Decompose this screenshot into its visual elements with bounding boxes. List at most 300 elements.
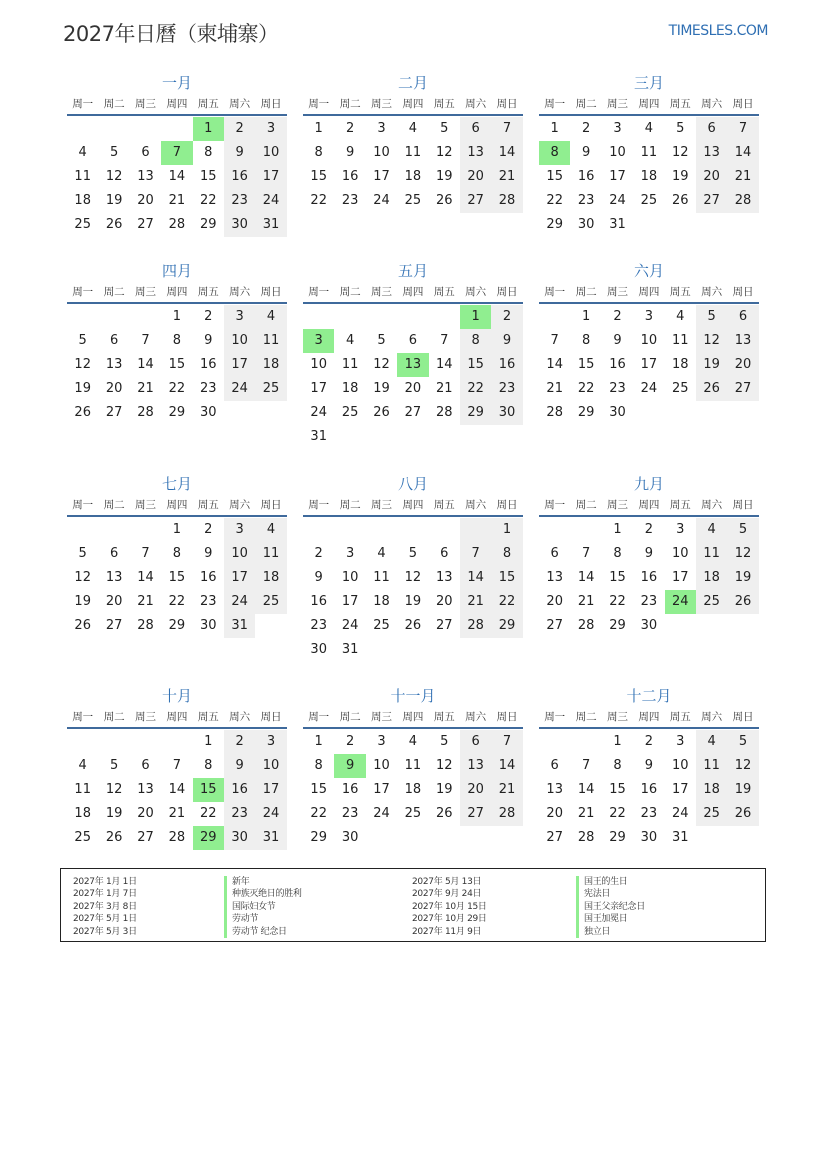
day-cell[interactable]: 26 — [105, 830, 123, 845]
day-cell[interactable]: 19 — [74, 594, 91, 609]
day-cell[interactable]: 14 — [491, 754, 522, 778]
day-cell[interactable]: 20 — [460, 165, 491, 189]
day-cell[interactable]: 25 — [255, 377, 286, 401]
day-cell[interactable]: 2 — [581, 121, 591, 136]
day-cell[interactable]: 11 — [255, 542, 286, 566]
day-cell[interactable]: 7 — [141, 333, 150, 348]
day-cell[interactable]: 26 — [696, 377, 727, 401]
day-cell[interactable]: 20 — [546, 806, 563, 821]
day-cell[interactable]: 7 — [550, 333, 559, 348]
day-cell[interactable]: 13 — [696, 141, 727, 165]
day-cell[interactable]: 13 — [105, 357, 123, 372]
day-cell[interactable]: 1 — [172, 309, 181, 324]
day-cell[interactable]: 31 — [341, 642, 359, 657]
day-cell[interactable]: 18 — [74, 193, 91, 208]
day-cell[interactable]: 8 — [314, 758, 323, 773]
day-cell[interactable]: 13 — [546, 782, 563, 797]
holiday-day-cell[interactable]: 7 — [161, 141, 192, 165]
day-cell[interactable]: 21 — [460, 590, 491, 614]
day-cell[interactable]: 23 — [224, 189, 255, 213]
day-cell[interactable]: 11 — [74, 169, 91, 184]
holiday-day-cell[interactable]: 1 — [193, 117, 224, 141]
day-cell[interactable]: 17 — [310, 381, 327, 396]
day-cell[interactable]: 20 — [727, 353, 758, 377]
day-cell[interactable]: 6 — [727, 305, 758, 329]
day-cell[interactable]: 1 — [204, 734, 213, 749]
day-cell[interactable]: 19 — [727, 778, 758, 802]
day-cell[interactable]: 30 — [199, 405, 217, 420]
day-cell[interactable]: 12 — [105, 169, 123, 184]
day-cell[interactable]: 27 — [404, 405, 422, 420]
day-cell[interactable]: 25 — [74, 217, 91, 232]
day-cell[interactable]: 4 — [644, 121, 653, 136]
day-cell[interactable]: 25 — [696, 802, 727, 826]
day-cell[interactable]: 30 — [609, 405, 626, 420]
day-cell[interactable]: 12 — [696, 329, 727, 353]
day-cell[interactable]: 11 — [404, 145, 422, 160]
day-cell[interactable]: 22 — [491, 590, 522, 614]
day-cell[interactable]: 14 — [727, 141, 758, 165]
day-cell[interactable]: 12 — [404, 570, 422, 585]
day-cell[interactable]: 12 — [74, 357, 91, 372]
day-cell[interactable]: 11 — [640, 145, 658, 160]
day-cell[interactable]: 23 — [609, 381, 626, 396]
day-cell[interactable]: 11 — [74, 782, 91, 797]
day-cell[interactable]: 28 — [491, 802, 522, 826]
day-cell[interactable]: 16 — [609, 357, 626, 372]
day-cell[interactable]: 6 — [696, 117, 727, 141]
day-cell[interactable]: 28 — [460, 614, 491, 638]
day-cell[interactable]: 25 — [404, 806, 422, 821]
day-cell[interactable]: 22 — [609, 594, 626, 609]
day-cell[interactable]: 19 — [435, 782, 453, 797]
day-cell[interactable]: 27 — [696, 189, 727, 213]
day-cell[interactable]: 27 — [137, 217, 154, 232]
day-cell[interactable]: 30 — [341, 830, 359, 845]
day-cell[interactable]: 25 — [696, 590, 727, 614]
day-cell[interactable]: 11 — [373, 570, 390, 585]
day-cell[interactable]: 2 — [204, 309, 213, 324]
day-cell[interactable]: 7 — [581, 546, 591, 561]
day-cell[interactable]: 26 — [105, 217, 123, 232]
day-cell[interactable]: 3 — [644, 309, 653, 324]
day-cell[interactable]: 10 — [671, 758, 689, 773]
day-cell[interactable]: 5 — [440, 121, 449, 136]
day-cell[interactable]: 9 — [204, 546, 213, 561]
day-cell[interactable]: 9 — [224, 754, 255, 778]
day-cell[interactable]: 22 — [199, 193, 217, 208]
day-cell[interactable]: 22 — [310, 193, 327, 208]
day-cell[interactable]: 30 — [640, 830, 658, 845]
day-cell[interactable]: 26 — [404, 618, 422, 633]
day-cell[interactable]: 8 — [314, 145, 323, 160]
day-cell[interactable]: 17 — [255, 778, 286, 802]
day-cell[interactable]: 8 — [172, 333, 181, 348]
day-cell[interactable]: 27 — [460, 189, 491, 213]
holiday-day-cell[interactable]: 13 — [397, 353, 428, 377]
day-cell[interactable]: 7 — [172, 758, 181, 773]
site-logo[interactable]: TIMESLES.COM — [668, 23, 768, 39]
day-cell[interactable]: 18 — [74, 806, 91, 821]
day-cell[interactable]: 16 — [224, 165, 255, 189]
day-cell[interactable]: 7 — [440, 333, 449, 348]
day-cell[interactable]: 26 — [727, 802, 758, 826]
day-cell[interactable]: 26 — [435, 193, 453, 208]
day-cell[interactable]: 23 — [577, 193, 595, 208]
day-cell[interactable]: 21 — [435, 381, 453, 396]
day-cell[interactable]: 13 — [137, 782, 154, 797]
day-cell[interactable]: 11 — [696, 754, 727, 778]
day-cell[interactable]: 4 — [78, 145, 87, 160]
day-cell[interactable]: 25 — [373, 618, 390, 633]
day-cell[interactable]: 8 — [581, 333, 591, 348]
day-cell[interactable]: 17 — [671, 782, 689, 797]
day-cell[interactable]: 15 — [577, 357, 595, 372]
day-cell[interactable]: 11 — [696, 542, 727, 566]
day-cell[interactable]: 8 — [491, 542, 522, 566]
day-cell[interactable]: 20 — [404, 381, 422, 396]
day-cell[interactable]: 23 — [199, 381, 217, 396]
day-cell[interactable]: 10 — [373, 758, 390, 773]
day-cell[interactable]: 15 — [168, 570, 186, 585]
day-cell[interactable]: 5 — [78, 546, 87, 561]
day-cell[interactable]: 5 — [109, 145, 119, 160]
day-cell[interactable]: 6 — [440, 546, 449, 561]
day-cell[interactable]: 7 — [141, 546, 150, 561]
day-cell[interactable]: 25 — [640, 193, 658, 208]
day-cell[interactable]: 16 — [199, 357, 217, 372]
day-cell[interactable]: 29 — [546, 217, 563, 232]
day-cell[interactable]: 19 — [435, 169, 453, 184]
day-cell[interactable]: 4 — [408, 734, 417, 749]
day-cell[interactable]: 28 — [137, 618, 154, 633]
day-cell[interactable]: 5 — [109, 758, 119, 773]
day-cell[interactable]: 28 — [137, 405, 154, 420]
day-cell[interactable]: 21 — [577, 806, 595, 821]
day-cell[interactable]: 19 — [373, 381, 390, 396]
day-cell[interactable]: 2 — [204, 522, 213, 537]
day-cell[interactable]: 3 — [676, 734, 685, 749]
day-cell[interactable]: 25 — [74, 830, 91, 845]
day-cell[interactable]: 22 — [609, 806, 626, 821]
day-cell[interactable]: 26 — [435, 806, 453, 821]
day-cell[interactable]: 1 — [550, 121, 559, 136]
day-cell[interactable]: 29 — [460, 401, 491, 425]
day-cell[interactable]: 30 — [491, 401, 522, 425]
day-cell[interactable]: 26 — [727, 590, 758, 614]
day-cell[interactable]: 2 — [314, 546, 323, 561]
day-cell[interactable]: 9 — [314, 570, 323, 585]
day-cell[interactable]: 4 — [255, 305, 286, 329]
day-cell[interactable]: 6 — [460, 730, 491, 754]
day-cell[interactable]: 1 — [491, 518, 522, 542]
day-cell[interactable]: 16 — [224, 778, 255, 802]
day-cell[interactable]: 18 — [671, 357, 689, 372]
day-cell[interactable]: 24 — [224, 590, 255, 614]
day-cell[interactable]: 5 — [377, 333, 386, 348]
day-cell[interactable]: 13 — [137, 169, 154, 184]
day-cell[interactable]: 9 — [224, 141, 255, 165]
day-cell[interactable]: 16 — [640, 570, 658, 585]
day-cell[interactable]: 6 — [109, 546, 119, 561]
day-cell[interactable]: 20 — [696, 165, 727, 189]
day-cell[interactable]: 18 — [404, 782, 422, 797]
day-cell[interactable]: 28 — [727, 189, 758, 213]
day-cell[interactable]: 4 — [676, 309, 685, 324]
day-cell[interactable]: 2 — [491, 305, 522, 329]
day-cell[interactable]: 6 — [141, 145, 150, 160]
day-cell[interactable]: 24 — [255, 802, 286, 826]
day-cell[interactable]: 11 — [671, 333, 689, 348]
day-cell[interactable]: 17 — [224, 566, 255, 590]
day-cell[interactable]: 2 — [224, 117, 255, 141]
day-cell[interactable]: 10 — [640, 333, 658, 348]
day-cell[interactable]: 29 — [609, 618, 626, 633]
day-cell[interactable]: 2 — [224, 730, 255, 754]
day-cell[interactable]: 8 — [613, 546, 622, 561]
day-cell[interactable]: 21 — [546, 381, 563, 396]
day-cell[interactable]: 15 — [491, 566, 522, 590]
day-cell[interactable]: 6 — [141, 758, 150, 773]
day-cell[interactable]: 7 — [581, 758, 591, 773]
day-cell[interactable]: 24 — [341, 618, 359, 633]
day-cell[interactable]: 8 — [204, 145, 213, 160]
day-cell[interactable]: 28 — [168, 217, 186, 232]
day-cell[interactable]: 23 — [199, 594, 217, 609]
day-cell[interactable]: 19 — [696, 353, 727, 377]
day-cell[interactable]: 15 — [199, 169, 217, 184]
holiday-day-cell[interactable]: 1 — [460, 305, 491, 329]
day-cell[interactable]: 18 — [255, 566, 286, 590]
day-cell[interactable]: 10 — [255, 141, 286, 165]
day-cell[interactable]: 31 — [255, 826, 286, 850]
day-cell[interactable]: 14 — [460, 566, 491, 590]
day-cell[interactable]: 14 — [577, 570, 595, 585]
day-cell[interactable]: 10 — [341, 570, 359, 585]
day-cell[interactable]: 13 — [105, 570, 123, 585]
holiday-day-cell[interactable]: 3 — [303, 329, 334, 353]
day-cell[interactable]: 12 — [671, 145, 689, 160]
day-cell[interactable]: 8 — [172, 546, 181, 561]
day-cell[interactable]: 9 — [644, 758, 653, 773]
day-cell[interactable]: 30 — [640, 618, 658, 633]
day-cell[interactable]: 11 — [341, 357, 359, 372]
day-cell[interactable]: 16 — [199, 570, 217, 585]
day-cell[interactable]: 18 — [341, 381, 359, 396]
day-cell[interactable]: 2 — [345, 734, 355, 749]
day-cell[interactable]: 5 — [440, 734, 449, 749]
day-cell[interactable]: 7 — [460, 542, 491, 566]
day-cell[interactable]: 31 — [310, 429, 327, 444]
holiday-day-cell[interactable]: 15 — [193, 778, 224, 802]
day-cell[interactable]: 1 — [314, 734, 323, 749]
day-cell[interactable]: 4 — [696, 730, 727, 754]
day-cell[interactable]: 3 — [613, 121, 622, 136]
day-cell[interactable]: 31 — [671, 830, 689, 845]
day-cell[interactable]: 10 — [255, 754, 286, 778]
day-cell[interactable]: 28 — [577, 618, 595, 633]
day-cell[interactable]: 30 — [224, 213, 255, 237]
day-cell[interactable]: 23 — [341, 806, 359, 821]
day-cell[interactable]: 6 — [550, 546, 559, 561]
day-cell[interactable]: 30 — [224, 826, 255, 850]
day-cell[interactable]: 5 — [408, 546, 417, 561]
day-cell[interactable]: 24 — [640, 381, 658, 396]
day-cell[interactable]: 6 — [109, 333, 119, 348]
day-cell[interactable]: 20 — [460, 778, 491, 802]
day-cell[interactable]: 12 — [74, 570, 91, 585]
day-cell[interactable]: 3 — [676, 522, 685, 537]
day-cell[interactable]: 2 — [644, 734, 653, 749]
day-cell[interactable]: 21 — [137, 594, 154, 609]
day-cell[interactable]: 13 — [435, 570, 453, 585]
day-cell[interactable]: 19 — [404, 594, 422, 609]
day-cell[interactable]: 25 — [255, 590, 286, 614]
day-cell[interactable]: 23 — [640, 594, 658, 609]
day-cell[interactable]: 12 — [373, 357, 390, 372]
day-cell[interactable]: 9 — [204, 333, 213, 348]
day-cell[interactable]: 21 — [137, 381, 154, 396]
day-cell[interactable]: 10 — [373, 145, 390, 160]
day-cell[interactable]: 1 — [314, 121, 323, 136]
day-cell[interactable]: 14 — [168, 782, 186, 797]
day-cell[interactable]: 15 — [168, 357, 186, 372]
day-cell[interactable]: 5 — [727, 518, 758, 542]
day-cell[interactable]: 26 — [74, 618, 91, 633]
day-cell[interactable]: 29 — [168, 618, 186, 633]
day-cell[interactable]: 10 — [224, 329, 255, 353]
day-cell[interactable]: 1 — [613, 522, 622, 537]
day-cell[interactable]: 13 — [546, 570, 563, 585]
day-cell[interactable]: 2 — [345, 121, 355, 136]
day-cell[interactable]: 8 — [204, 758, 213, 773]
day-cell[interactable]: 3 — [377, 734, 386, 749]
day-cell[interactable]: 20 — [546, 594, 563, 609]
day-cell[interactable]: 1 — [613, 734, 622, 749]
day-cell[interactable]: 14 — [577, 782, 595, 797]
day-cell[interactable]: 21 — [168, 806, 186, 821]
day-cell[interactable]: 19 — [74, 381, 91, 396]
day-cell[interactable]: 23 — [341, 193, 359, 208]
day-cell[interactable]: 17 — [373, 169, 390, 184]
day-cell[interactable]: 15 — [310, 782, 327, 797]
day-cell[interactable]: 17 — [341, 594, 359, 609]
day-cell[interactable]: 13 — [460, 141, 491, 165]
day-cell[interactable]: 16 — [640, 782, 658, 797]
day-cell[interactable]: 10 — [310, 357, 327, 372]
day-cell[interactable]: 30 — [577, 217, 595, 232]
day-cell[interactable]: 16 — [341, 782, 359, 797]
day-cell[interactable]: 31 — [609, 217, 626, 232]
day-cell[interactable]: 16 — [341, 169, 359, 184]
day-cell[interactable]: 24 — [310, 405, 327, 420]
day-cell[interactable]: 3 — [224, 518, 255, 542]
day-cell[interactable]: 10 — [224, 542, 255, 566]
day-cell[interactable]: 12 — [435, 145, 453, 160]
day-cell[interactable]: 27 — [546, 830, 563, 845]
day-cell[interactable]: 19 — [105, 806, 123, 821]
day-cell[interactable]: 22 — [546, 193, 563, 208]
day-cell[interactable]: 30 — [310, 642, 327, 657]
day-cell[interactable]: 14 — [435, 357, 453, 372]
day-cell[interactable]: 13 — [727, 329, 758, 353]
day-cell[interactable]: 11 — [404, 758, 422, 773]
day-cell[interactable]: 29 — [491, 614, 522, 638]
day-cell[interactable]: 29 — [609, 830, 626, 845]
day-cell[interactable]: 5 — [696, 305, 727, 329]
day-cell[interactable]: 27 — [105, 618, 123, 633]
day-cell[interactable]: 17 — [224, 353, 255, 377]
day-cell[interactable]: 20 — [137, 193, 154, 208]
day-cell[interactable]: 4 — [78, 758, 87, 773]
day-cell[interactable]: 9 — [345, 145, 355, 160]
day-cell[interactable]: 21 — [491, 778, 522, 802]
day-cell[interactable]: 18 — [640, 169, 658, 184]
day-cell[interactable]: 3 — [255, 117, 286, 141]
day-cell[interactable]: 15 — [310, 169, 327, 184]
day-cell[interactable]: 15 — [546, 169, 563, 184]
day-cell[interactable]: 18 — [373, 594, 390, 609]
day-cell[interactable]: 15 — [609, 570, 626, 585]
day-cell[interactable]: 9 — [491, 329, 522, 353]
day-cell[interactable]: 23 — [491, 377, 522, 401]
day-cell[interactable]: 17 — [609, 169, 626, 184]
day-cell[interactable]: 4 — [377, 546, 386, 561]
day-cell[interactable]: 25 — [404, 193, 422, 208]
day-cell[interactable]: 3 — [255, 730, 286, 754]
day-cell[interactable]: 15 — [460, 353, 491, 377]
day-cell[interactable]: 12 — [105, 782, 123, 797]
day-cell[interactable]: 10 — [671, 546, 689, 561]
day-cell[interactable]: 14 — [491, 141, 522, 165]
day-cell[interactable]: 18 — [696, 566, 727, 590]
day-cell[interactable]: 24 — [609, 193, 626, 208]
day-cell[interactable]: 6 — [408, 333, 417, 348]
day-cell[interactable]: 12 — [435, 758, 453, 773]
holiday-day-cell[interactable]: 24 — [665, 590, 696, 614]
day-cell[interactable]: 11 — [255, 329, 286, 353]
day-cell[interactable]: 5 — [78, 333, 87, 348]
day-cell[interactable]: 10 — [609, 145, 626, 160]
day-cell[interactable]: 30 — [199, 618, 217, 633]
day-cell[interactable]: 26 — [74, 405, 91, 420]
day-cell[interactable]: 26 — [671, 193, 689, 208]
day-cell[interactable]: 17 — [671, 570, 689, 585]
day-cell[interactable]: 22 — [168, 594, 186, 609]
day-cell[interactable]: 22 — [577, 381, 595, 396]
day-cell[interactable]: 1 — [172, 522, 181, 537]
day-cell[interactable]: 14 — [546, 357, 563, 372]
day-cell[interactable]: 21 — [491, 165, 522, 189]
day-cell[interactable]: 22 — [199, 806, 217, 821]
day-cell[interactable]: 28 — [168, 830, 186, 845]
day-cell[interactable]: 31 — [224, 614, 255, 638]
day-cell[interactable]: 27 — [460, 802, 491, 826]
day-cell[interactable]: 5 — [676, 121, 685, 136]
day-cell[interactable]: 24 — [255, 189, 286, 213]
day-cell[interactable]: 2 — [613, 309, 622, 324]
day-cell[interactable]: 9 — [644, 546, 653, 561]
day-cell[interactable]: 28 — [491, 189, 522, 213]
day-cell[interactable]: 16 — [310, 594, 327, 609]
day-cell[interactable]: 20 — [137, 806, 154, 821]
holiday-day-cell[interactable]: 8 — [539, 141, 570, 165]
day-cell[interactable]: 9 — [613, 333, 622, 348]
day-cell[interactable]: 22 — [168, 381, 186, 396]
day-cell[interactable]: 19 — [105, 193, 123, 208]
day-cell[interactable]: 17 — [373, 782, 390, 797]
day-cell[interactable]: 27 — [137, 830, 154, 845]
